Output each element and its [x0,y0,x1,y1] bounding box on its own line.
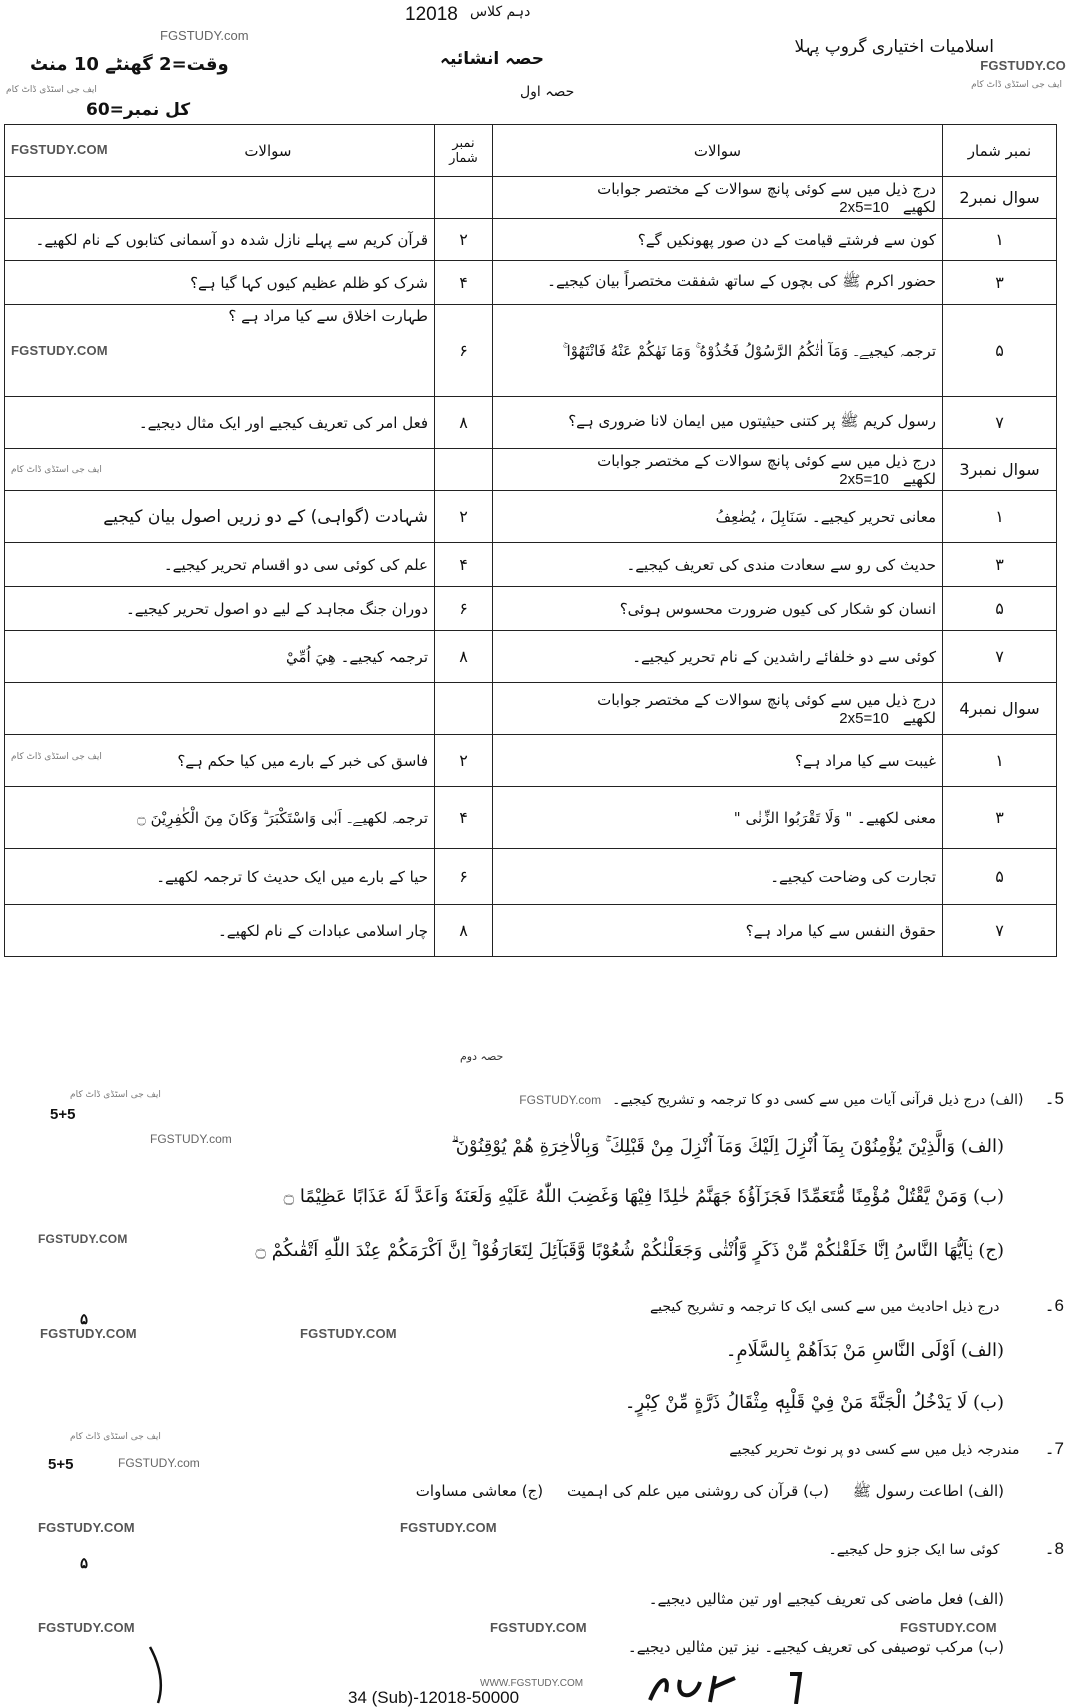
q7-options: (الف) اطاعت رسول ﷺ (ب) قرآن کی روشنی میں علم کی اہمیت (ج) معاشی مساوات [415,1482,1004,1500]
watermark: FGSTUDY.com [118,1456,200,1470]
watermark-urdu: ایف جی اسٹڈی ڈاٹ کام [70,1090,161,1100]
watermark-urdu-left: ایف جی اسٹڈی ڈاٹ کام [6,85,97,95]
section-title: حصہ انشائیہ [440,49,545,69]
q8-item-a: (الف) فعل ماضی کی تعریف کیجیے اور تین مثالیں دیجیے۔ [648,1590,1004,1608]
table-header-row [5,125,1057,177]
question-number: سوال نمبر4 [943,683,1057,735]
subject-title: اسلامیات اختیاری گروپ پہلا [794,37,994,57]
table-row: دوران جنگ مجاہد کے لیے دو اصول تحریر کیجیے۔ ۶ انسان کو شکار کی کیوں ضرورت محسوس ہوئی؟ ۵ [5,587,1057,631]
watermark: FGSTUDY.COM [490,1620,587,1635]
table-row: حیا کے بارے میں ایک حدیث کا ترجمہ لکھیے۔ ۶ تجارت کی وضاحت کیجیے۔ ۵ [5,849,1057,905]
footer-code: 34 (Sub)-12018-50000 [348,1688,520,1707]
q7-marks: 5+5 [48,1456,74,1473]
table-row [5,177,1057,219]
watermark-top: FGSTUDY.com [160,28,249,43]
signature-icon [640,1670,840,1704]
q6-marks: ۵ [80,1311,89,1328]
watermark-urdu-right: ایف جی اسٹڈی ڈاٹ کام [971,80,1062,90]
table-row: شرک کو ظلم عظیم کیوں کہا گیا ہے؟ ۴ حضور اکرم ﷺ کی بچوں کے ساتھ شفقت مختصراً بیان کیجیے۔ ۳ [5,261,1057,305]
watermark: FGSTUDY.COM [900,1620,997,1635]
table-row [5,683,1057,735]
header-questions-left: FGSTUDY.COM سوالات [5,125,435,177]
header-questions-right: سوالات [493,125,943,177]
table-row: ایف جی اسٹڈی ڈاٹ کام درج ذیل میں سے کوئی پانچ سوالات کے مختصر جوابات لکھیے2x5=10 سوال نمبر3 [5,449,1057,491]
paper-code: 12018 [405,4,458,25]
question-6: 6۔ درج ذیل احادیث میں سے کسی ایک کا ترجمہ و تشریح کیجیے [649,1296,1064,1315]
q8-item-b: (ب) مرکب توصیفی کی تعریف کیجیے۔ نیز تین مثالیں دیجیے۔ [627,1638,1004,1656]
q8-marks: ۵ [80,1555,89,1572]
table-row: چار اسلامی عبادات کے نام لکھیے۔ ۸ حقوق النفس سے کیا مراد ہے؟ ۷ [5,905,1057,957]
watermark-urdu: ایف جی اسٹڈی ڈاٹ کام [70,1432,161,1442]
question-7: 7۔ مندرجہ ذیل میں سے کسی دو پر نوٹ تحریر کیجیے [729,1439,1064,1458]
table-row: ترجمہ لکھیے۔ اَبٰى وَاسْتَكْبَرَ ۗ وَكَانَ مِنَ الْكٰفِرِيْنَ ۝ ۴ معنی لکھیے۔ " وَلَا تَقْرَبُوا الزِّنٰی " ۳ [5,787,1057,849]
table-row: طہارت اخلاق سے کیا مراد ہے ؟ FGSTUDY.COM ۶ ترجمہ کیجیے۔ وَمَآ اٰتٰكُمُ الرَّسُوْلُ فَخُذُوْهُ ۚ وَمَا نَهٰكُمْ عَنْهُ فَانْتَهُوْا ۚ ۵ [5,305,1057,397]
watermark: FGSTUDY.COM [400,1520,497,1535]
section-instruction: درج ذیل میں سے کوئی پانچ سوالات کے مختصر جوابات لکھیے2x5=10 [493,683,943,735]
section-instruction: درج ذیل میں سے کوئی پانچ سوالات کے مختصر جوابات لکھیے2x5=10 [493,449,943,491]
part-label: حصہ اول [520,84,575,100]
watermark: FGSTUDY.COM [40,1326,137,1341]
q6-item-b: (ب) لَا يَدْخُلُ الْجَنَّةَ مَنْ فِيْ قَلْبِهٖ مِثْقَالُ ذَرَّةٍ مِّنْ كِبْرٍ۔ [624,1392,1004,1413]
time-label: وقت=2 گھنٹے 10 منٹ [30,54,229,75]
question-8: 8۔ کوئی سا ایک جزو حل کیجیے۔ [828,1539,1064,1558]
table-row: فاسق کی خبر کے بارے میں کیا حکم ہے؟ ایف جی اسٹڈی ڈاٹ کام ۲ غیبت سے کیا مراد ہے؟ ۱ [5,735,1057,787]
watermark: FGSTUDY.COM [38,1232,128,1246]
question-number: سوال نمبر2 [943,177,1057,219]
q5-item-c: (ج) يٰۤاَيُّهَا النَّاسُ اِنَّا خَلَقْنٰكُمْ مِّنْ ذَكَرٍ وَّاُنْثٰى وَجَعَلْنٰكُمْ شُعُوْبًا وَّقَبَآئِلَ لِتَعَارَفُوْا ۚ اِنَّ اَكْرَمَكُمْ عِنْدَ اللّٰهِ اَتْقٰىكُمْ ۝ [255,1240,1004,1261]
watermark: FGSTUDY.COM [38,1620,135,1635]
part-two-label: حصہ دوم [460,1050,504,1063]
watermark-right: FGSTUDY.CO [980,58,1066,73]
q5-marks: 5+5 [50,1106,76,1123]
table-row: علم کی کوئی سی دو اقسام تحریر کیجیے۔ ۴ حدیث کی رو سے سعادت مندی کی تعریف کیجیے۔ ۳ [5,543,1057,587]
section-instruction: درج ذیل میں سے کوئی پانچ سوالات کے مختصر جوابات لکھیے2x5=10 [493,177,943,219]
handwritten-mark-icon [140,1645,180,1705]
q6-item-a: (الف) اَوْلَى النَّاسِ مَنْ بَدَاَهُمْ بِالسَّلَامِ۔ [725,1340,1004,1361]
total-marks: کل نمبر=60 [86,100,191,120]
header-serial-right: نمبر شمار [943,125,1057,177]
table-row: شہادت (گواہی) کے دو زریں اصول بیان کیجیے ۲ معانی تحریر کیجیے۔ سَنَابِلَ ، يُضٰعِفُ ۱ [5,491,1057,543]
header-serial-left: نمبر شمار [435,125,493,177]
q5-item-a: (الف) وَالَّذِيْنَ يُؤْمِنُوْنَ بِمَآ اُنْزِلَ اِلَيْكَ وَمَآ اُنْزِلَ مِنْ قَبْلِكَ ۚ وَبِالْاٰخِرَةِ هُمْ يُوْقِنُوْنَ ۗ [451,1136,1004,1157]
table-row: ترجمہ کیجیے۔ هِيَ اُمِّيْ ۸ کوئی سے دو خلفائے راشدین کے نام تحریر کیجیے۔ ۷ [5,631,1057,683]
watermark: FGSTUDY.COM [300,1326,397,1341]
table-row: فعل امر کی تعریف کیجیے اور ایک مثال دیجیے۔ ۸ رسول کریم ﷺ پر کتنی حیثیتوں میں ایمان لانا ضروری ہے؟ ۷ [5,397,1057,449]
question-number: سوال نمبر3 [943,449,1057,491]
table-row: قرآن کریم سے پہلے نازل شدہ دو آسمانی کتابوں کے نام لکھیے۔ ۲ کون سے فرشتے قیامت کے دن صور پھونکیں گے؟ ۱ [5,219,1057,261]
question-5: 5۔ (الف) درج ذیل قرآنی آیات میں سے کسی دو کا ترجمہ و تشریح کیجیے۔ FGSTUDY.com [519,1089,1064,1108]
q5-item-b: (ب) وَمَنْ يَّقْتُلْ مُؤْمِنًا مُّتَعَمِّدًا فَجَزَآؤُهٗ جَهَنَّمُ خٰلِدًا فِيْهَا وَغَضِبَ اللّٰهُ عَلَيْهِ وَلَعَنَهٗ وَاَعَدَّ لَهٗ عَذَابًا عَظِيْمًا ۝ [283,1186,1004,1207]
watermark: FGSTUDY.com [150,1132,232,1146]
class-label: دہم کلاس [470,4,531,20]
footer-watermark: WWW.FGSTUDY.COM [480,1678,584,1689]
questions-table [4,124,1057,957]
watermark: FGSTUDY.COM [38,1520,135,1535]
